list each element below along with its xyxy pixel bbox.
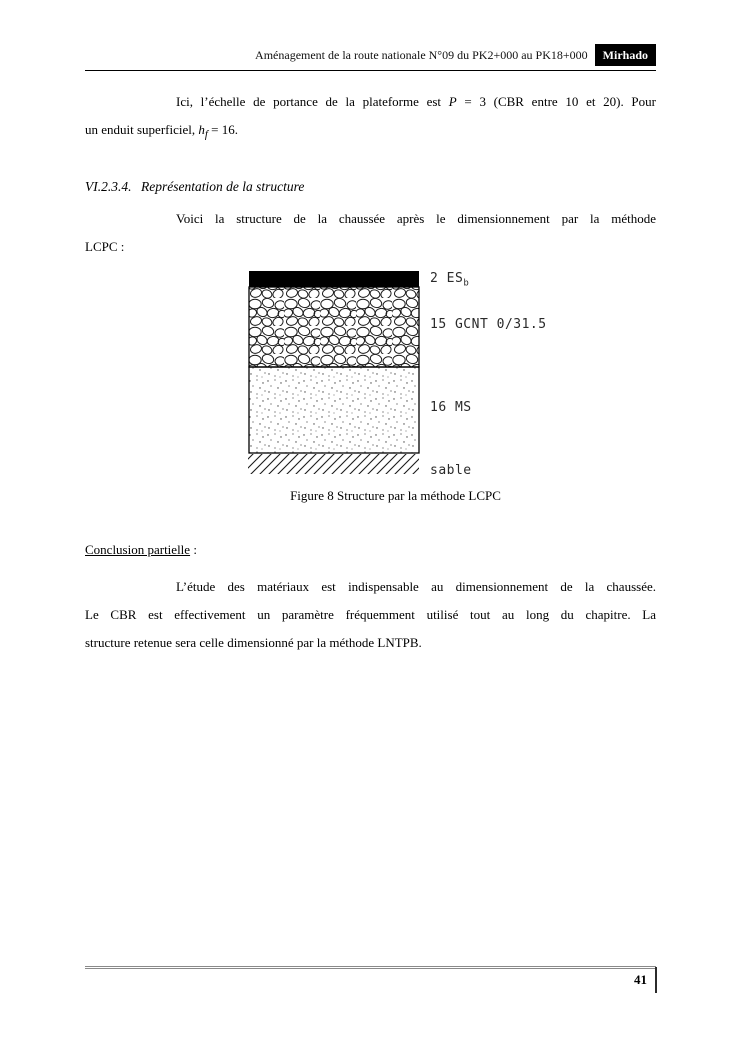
intro-text-1b: = 3 (CBR entre 10 et 20). Pour [456,94,656,109]
intro-line-1 [85,88,656,116]
page-content [85,75,656,657]
figure-caption: Figure 8 Structure par la méthode LCPC [290,487,501,503]
section-title: Représentation de la structure [141,178,305,194]
page-number-bar [655,967,657,993]
label-layer-gcnt: 15 GCNT 0/31.5 [430,316,547,332]
conclusion-line-3: structure retenue sera celle dimensionné par la méthode LNTPB. [85,634,422,650]
label-layer-ms: 16 MS [430,399,472,415]
intro-text-2b: = 16. [207,122,238,137]
structure-intro-paragraph [85,205,656,261]
page-header [85,44,656,71]
conclusion-heading [85,536,656,564]
structure-intro-line-2: LCPC : [85,238,125,254]
label-layer-es-text: 2 ES [430,270,464,286]
author-badge: Mirhado [595,44,656,66]
header-title: Aménagement de la route nationale N°09 du PK2+000 au PK18+000 [255,47,588,62]
math-subscript-f: f [204,128,208,141]
conclusion-line-1: L’étude des matériaux est indispensable au dimensionnement de la chaussée. [176,578,656,594]
structure-intro-line-1: Voici la structure de la chaussée après le dimensionnement par la méthode [176,210,656,226]
layer-gcnt [249,287,419,367]
section-number: VI.2.3.4. [85,178,132,194]
layer-subgrade-hatch [248,454,419,474]
section-heading [85,173,656,201]
intro-text-2a: un enduit superficiel, [85,122,199,137]
layer-ms [249,367,419,453]
intro-paragraph [85,88,656,149]
math-variable-p: P [448,94,457,109]
conclusion-line-2: Le CBR est effectivement un paramètre fréquemment utilisé tout au long du chapitre. La [85,606,656,622]
label-subgrade: sable [430,462,472,478]
intro-text-1a: Ici, l’échelle de portance de la plateforme est [176,94,449,109]
figure-structure [248,270,656,478]
page-footer [85,966,656,987]
footer-rule [85,966,656,969]
page-number-block [634,967,657,993]
label-layer-es [430,272,469,291]
intro-line-2 [85,116,656,149]
layer-surface-dressing [249,271,419,287]
conclusion-heading-colon: : [190,541,197,557]
conclusion-heading-text: Conclusion partielle [85,541,191,557]
pavement-structure-diagram [248,270,420,474]
page-number: 41 [634,972,647,987]
label-layer-es-sub: b [463,278,470,289]
conclusion-paragraph [85,573,656,657]
math-variable-h: h [198,122,205,137]
